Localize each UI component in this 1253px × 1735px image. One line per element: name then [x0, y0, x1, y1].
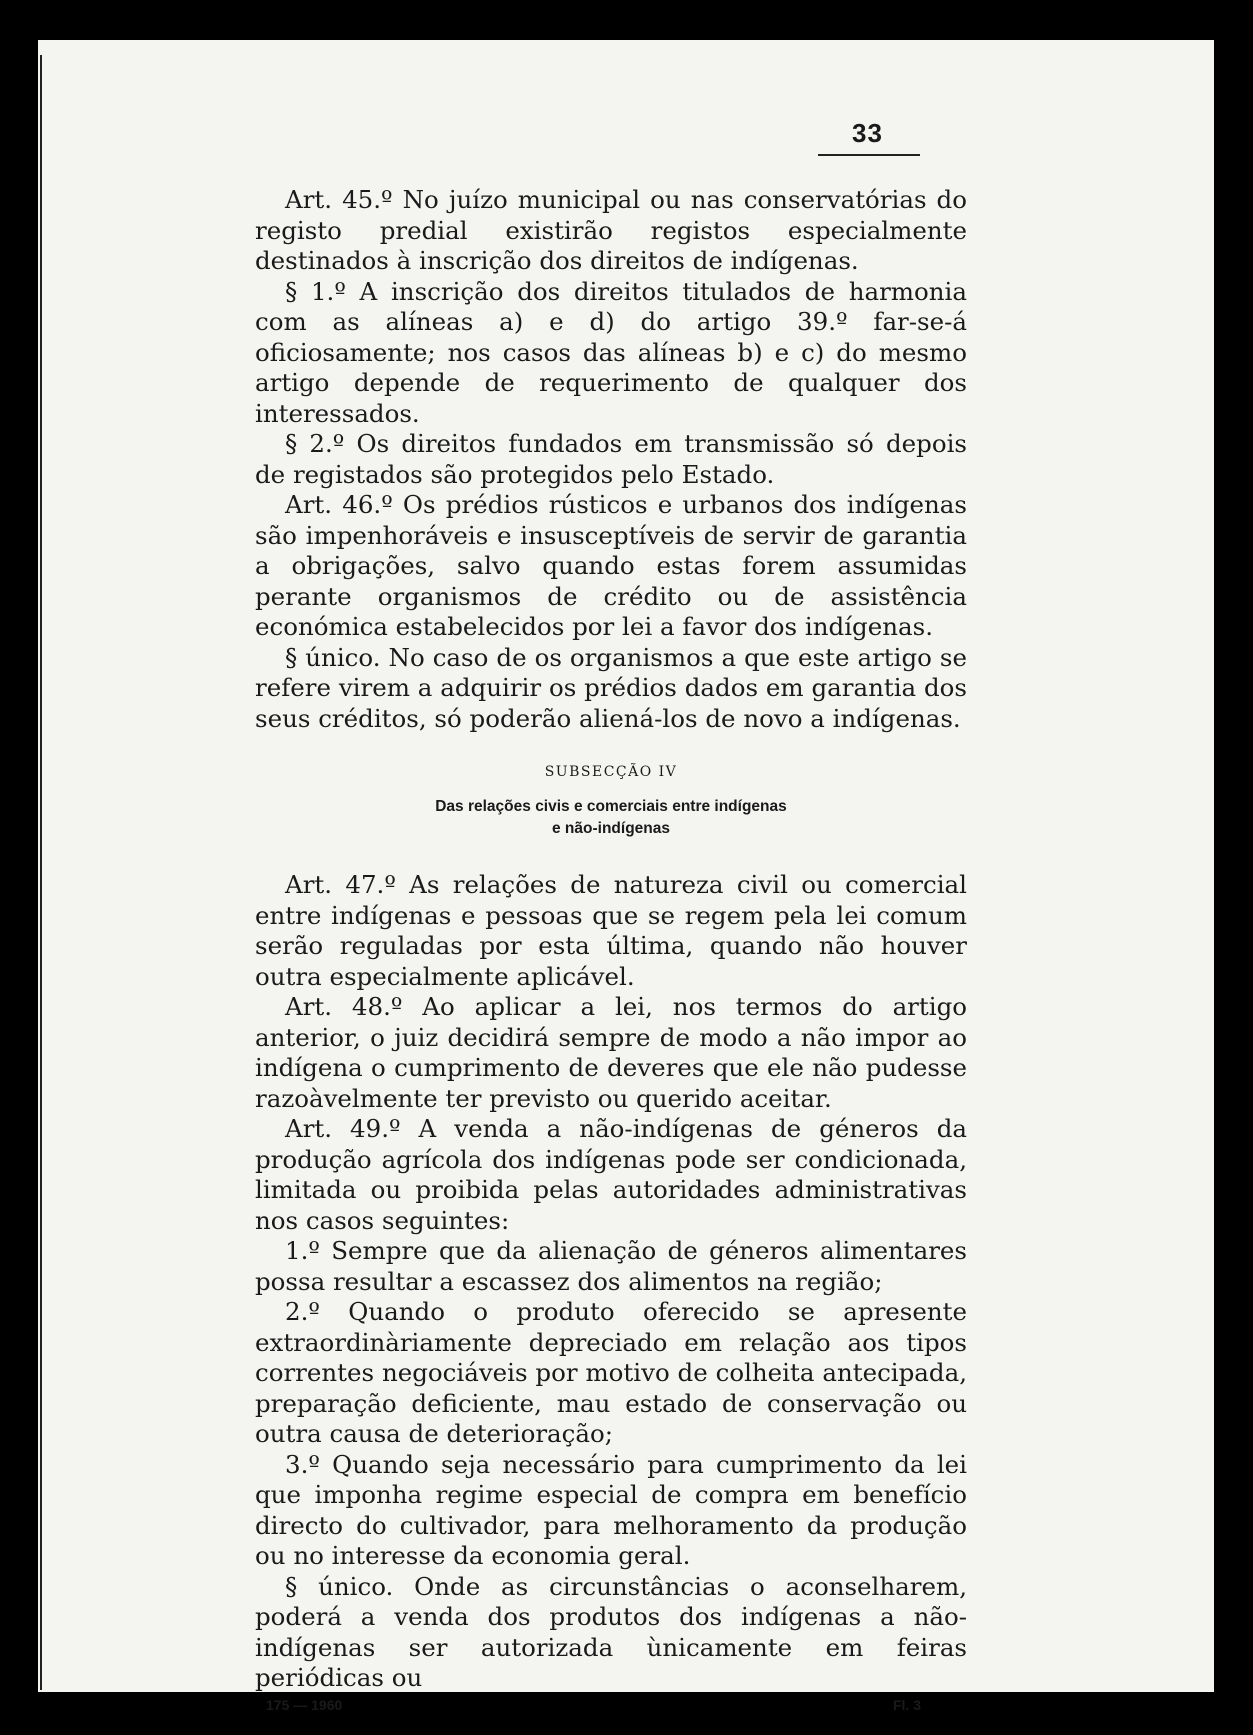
article-48-text: Art. 48.º Ao aplicar a lei, nos termos do artigo anterior, o juiz decidirá sempre de modo a não impor ao indígena o cumprimento de deveres que ele não pudesse razoàvelmente ter previsto ou querido aceitar.: [255, 992, 967, 1113]
article-46-paragraph-unico: § único. No caso de os organismos a que este artigo se refere virem a adquirir os prédios dados em garantia dos seus créditos, só poderão aliená-los de novo a indígenas.: [255, 642, 967, 733]
article-47-text: Art. 47.º As relações de natureza civil ou comercial entre indígenas e pessoas que se regem pela lei comum serão reguladas por esta última, quando não houver outra especialmente aplicável.: [255, 870, 967, 991]
margin-rule: [40, 55, 42, 1690]
article-49-item-3: 3.º Quando seja necessário para cumprimento da lei que imponha regime especial de compra em benefício directo do cultivador, para melhoramento da produção ou no interesse da economia geral.: [255, 1449, 967, 1570]
body-text: [255, 185, 967, 1694]
footer-sheet: Fl. 3: [893, 1697, 922, 1713]
subsection-title: [255, 796, 967, 840]
subsection-label: SUBSECÇÃO IV: [544, 764, 678, 780]
article-49-paragraph-unico: § único. Onde as circunstâncias o aconselharem, poderá a venda dos produtos dos indígenas a não-indígenas ser autorizada ùnicamente em feiras periódicas ou: [255, 1571, 967, 1692]
article-45-paragraph-2: § 2.º Os direitos fundados em transmissão só depois de registados são protegidos pelo Estado.: [255, 429, 967, 489]
page-number-underline: [818, 154, 920, 156]
article-45-paragraph-1: § 1.º A inscrição dos direitos titulados de harmonia com as alíneas a) e d) do artigo 39.º far-se-á oficiosamente; nos casos das alíneas b) e c) do mesmo artigo depende de requerimento de qualquer dos interessados.: [255, 276, 967, 428]
article-49-item-1: 1.º Sempre que da alienação de géneros alimentares possa resultar a escassez dos alimentos na região;: [255, 1236, 967, 1296]
article-49-text: Art. 49.º A venda a não-indígenas de géneros da produção agrícola dos indígenas pode ser condicionada, limitada ou proibida pelas autoridades administrativas nos casos seguintes:: [255, 1114, 967, 1235]
subsection-title-line-1: Das relações civis e comerciais entre indígenas: [435, 798, 787, 815]
article-49-item-2: 2.º Quando o produto oferecido se apresente extraordinàriamente depreciado em relação aos tipos correntes negociáveis por motivo de colheita antecipada, preparação deficiente, mau estado de conservação ou outra causa de deterioração;: [255, 1297, 967, 1448]
footer-issue: 175 — 1960: [266, 1697, 343, 1713]
article-45-text: Art. 45.º No juízo municipal ou nas conservatórias do registo predial existirão registos especialmente destinados à inscrição dos direitos de indígenas.: [255, 185, 967, 275]
subsection-title-line-2: e não-indígenas: [552, 820, 670, 837]
article-46-text: Art. 46.º Os prédios rústicos e urbanos dos indígenas são impenhoráveis e insusceptíveis de servir de garantia a obrigações, salvo quando estas forem assumidas perante organismos de crédito ou de assistência económica estabelecidos por lei a favor dos indígenas.: [255, 490, 967, 641]
page-number: 33: [852, 118, 883, 148]
